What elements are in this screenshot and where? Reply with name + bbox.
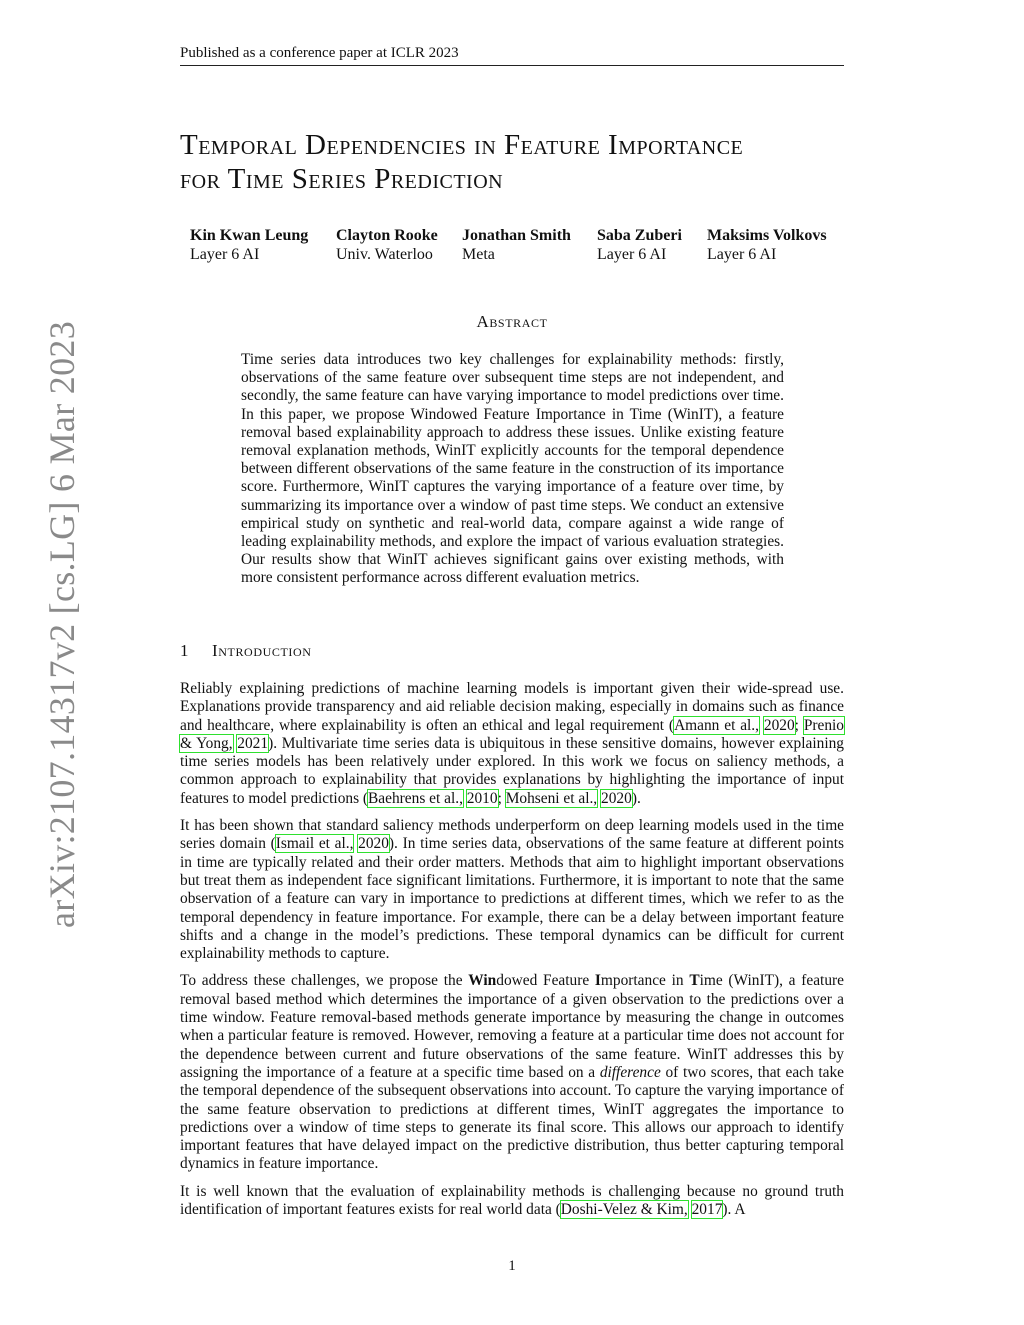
text-run: ;: [794, 716, 804, 734]
paper-title-line-1: Temporal Dependencies in Feature Importance: [180, 129, 744, 161]
author-block: [462, 226, 597, 264]
text-run: It has been shown that standard saliency methods underperform on deep learning models used in the time series domain (: [180, 817, 844, 853]
citation-link[interactable]: 2021: [237, 734, 269, 752]
bold-text: Win: [468, 972, 497, 990]
citation-link[interactable]: 2020: [358, 835, 389, 853]
citation-link[interactable]: Mohseni et al.,: [505, 789, 598, 807]
author-affiliation: Layer 6 AI: [597, 246, 667, 263]
citation-link[interactable]: 2017: [691, 1201, 723, 1219]
arxiv-identifier: arXiv:2107.14317v2 [cs.LG] 6 Mar 2023: [42, 321, 82, 928]
author-affiliation: Layer 6 AI: [707, 246, 777, 263]
text-run: ). Multivariate time series data is ubiquitous in these sensitive domains, however explaining time series models has been relatively under explored. In this work we focus on saliency methods, a common approach to explainability that provides explanations by highlighting the importance of input features to model predictions (: [180, 734, 844, 807]
running-header: Published as a conference paper at ICLR 2023: [180, 44, 844, 66]
citation-link[interactable]: Amann et al.,: [674, 716, 760, 734]
text-run: It is well known that the evaluation of explainability methods is challenging because no ground truth identification of important features exists for real world data (: [180, 1182, 844, 1219]
author-name: Kin Kwan Leung: [190, 227, 309, 244]
citation-link[interactable]: 2010: [466, 789, 498, 807]
author-name: Maksims Volkovs: [707, 227, 827, 244]
bold-text: T: [689, 972, 700, 990]
author-name: Clayton Rooke: [336, 227, 438, 244]
introduction-body: [180, 680, 844, 1228]
text-run: ).: [631, 789, 641, 807]
author-name: Jonathan Smith: [462, 227, 571, 244]
author-name: Saba Zuberi: [597, 227, 682, 244]
citation-link[interactable]: 2020: [601, 789, 632, 807]
section-number: 1: [180, 641, 190, 660]
author-block: [190, 226, 336, 264]
citation-link[interactable]: Baehrens et al.,: [368, 789, 463, 807]
abstract-text: Time series data introduces two key challenges for explainability methods: firstly, observations of the same feature over subsequent time steps are not independent, and secondly, the same feature can have varying importance to model predictions over time. In this paper, we propose Windowed Feature Importance in Time (WinIT), a feature removal based explainability approach to address these issues. Unlike existing feature removal explanation methods, WinIT explicitly accounts for the temporal dependence between different observations of the same feature in the construction of its importance score. Furthermore, WinIT captures the varying importance of a feature over time, by summarizing its importance over a window of past time steps. We conduct an extensive empirical study on synthetic and real-world data, compare against a wide range of leading explainability methods, and explore the impact of various evaluation strategies. Our results show that WinIT achieves significant gains over existing methods, with more consistent performance across different evaluation metrics.: [241, 351, 784, 587]
text-run: ime (WinIT), a feature removal based method which determines the importance of a given observation to the predictions over a time window. Feature removal-based methods generate importance by measuring the change in outcomes when a particular feature is removed. However, removing a feature at a particular time does not account for the dependence between current and future observations of the same feature. WinIT addresses this by assigning the importance of a feature at a specific time based on a: [180, 972, 844, 1081]
paper-title-line-2: for Time Series Prediction: [180, 163, 504, 195]
author-block: [597, 226, 707, 264]
abstract-heading: Abstract: [476, 312, 548, 331]
italic-text: difference: [599, 1063, 661, 1081]
citation-link[interactable]: Ismail et al.,: [275, 835, 354, 853]
paper-title: [180, 128, 850, 196]
author-list: [190, 226, 847, 264]
text-run: dowed Feature: [496, 972, 595, 990]
paragraph: [180, 972, 844, 1173]
author-block: [336, 226, 462, 264]
paragraph: [180, 1183, 844, 1220]
author-affiliation: Layer 6 AI: [190, 246, 260, 263]
text-run: ;: [497, 789, 506, 807]
paragraph: [180, 680, 844, 808]
section-heading: [180, 641, 312, 661]
text-run: of two scores, that each take the temporal dependence of the subsequent observations into account. To capture the varying importance of the same feature observation to predictions at different times, WinIT aggregates the importance to predictions over a window of time steps to generate its final score. This allows our approach to identify important features that have delayed impact on the predictive distribution, thus better capturing temporal dynamics in feature importance.: [180, 1063, 844, 1173]
author-affiliation: Meta: [462, 246, 495, 263]
citation-link[interactable]: Prenio & Yong,: [180, 716, 844, 752]
author-block: [707, 226, 847, 264]
text-run: mportance in: [600, 972, 690, 990]
page-number: 1: [508, 1258, 516, 1274]
citation-link[interactable]: 2020: [763, 716, 795, 734]
paragraph: [180, 817, 844, 963]
section-title: Introduction: [212, 641, 312, 660]
text-run: ). A: [722, 1201, 746, 1219]
text-run: Reliably explaining predictions of machine learning models is important given their wide-spread use. Explanations provide transparency and aid reliable decision making, especially in domains such as finance and healthcare, where explainability is often an ethical and legal requirement (: [180, 680, 844, 734]
citation-link[interactable]: Doshi-Velez & Kim,: [560, 1201, 688, 1219]
author-affiliation: Univ. Waterloo: [336, 246, 433, 263]
bold-text: I: [594, 972, 601, 990]
text-run: To address these challenges, we propose the: [180, 972, 469, 990]
text-run: ). In time series data, observations of the same feature at different points in time are typically related and their order matters. Methods that aim to highlight important observations but treat them as independent face significant limitations. Furthermore, it is important to note that the same observation of a feature can vary in importance to predictions at different times, which we refer to as the temporal dependency in feature importance. For example, there can be a delay between important feature shifts and a change in the model’s predictions. These temporal dynamics can be difficult for current explainability methods to capture.: [180, 835, 844, 963]
